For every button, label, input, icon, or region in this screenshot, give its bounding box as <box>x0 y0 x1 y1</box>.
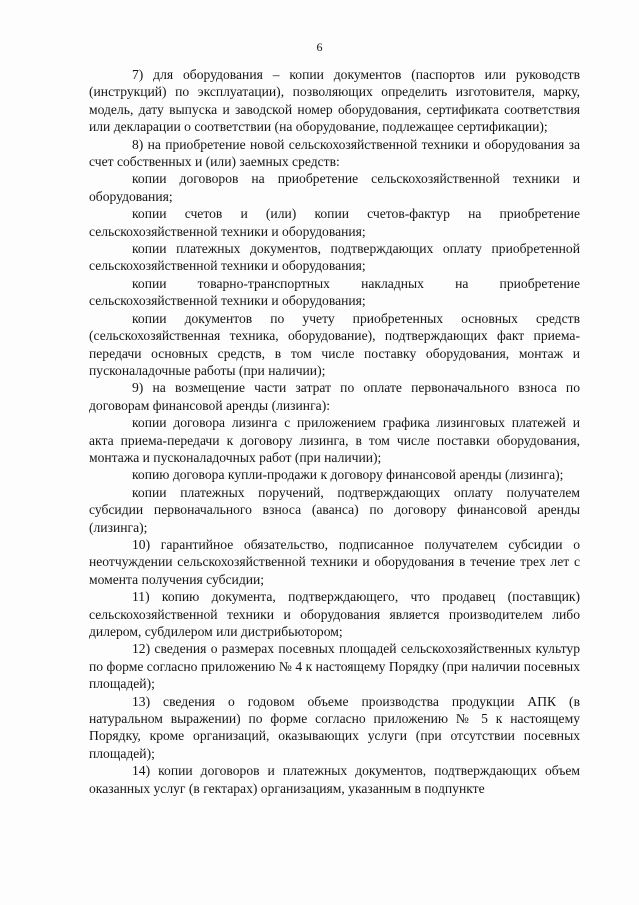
paragraph-item-9-leasing: 9) на возмещение части затрат по оплате первоначального взноса по договорам финансовой аренды (лизинга): <box>89 380 580 413</box>
document-body <box>89 66 580 797</box>
paragraph-invoice-copies: копии счетов и (или) копии счетов-фактур на приобретение сельскохозяйственной техники и оборудования; <box>89 206 580 239</box>
paragraph-item-10-guarantee: 10) гарантийное обязательство, подписанное получателем субсидии о неотчуждении сельскохозяйственной техники и оборудования в течение трех лет с момента получения субсидии; <box>89 536 580 587</box>
paragraph-waybills: копии товарно-транспортных накладных на приобретение сельскохозяйственной техники и оборудования; <box>89 275 580 309</box>
paragraph-item-13-production-volume: 13) сведения о годовом объеме производства продукции АПК (в натуральном выражении) по форме согласно приложению № 5 к настоящему Порядку, кроме организаций, оказывающих услуги (при отсутствии посевных площадей); <box>89 693 580 761</box>
page-number: 6 <box>316 40 323 54</box>
paragraph-item-7-equipment: 7) для оборудования – копии документов (паспортов или руководств (инструкций) по эксплуатации), позволяющих определить изготовителя, марку, модель, дату выпуска и заводской номер оборудования, сертификата соответствия или декларации о соответствии (на оборудование, подлежащее сертификации); <box>89 67 580 135</box>
paragraph-payment-documents: копии платежных документов, подтверждающих оплату приобретенной сельскохозяйственной техники и оборудования; <box>89 241 580 274</box>
paragraph-contract-copies: копии договоров на приобретение сельскохозяйственной техники и оборудования; <box>89 171 580 204</box>
paragraph-item-11-seller-document: 11) копию документа, подтверждающего, что продавец (поставщик) сельскохозяйственной техники и оборудования является производителем либо дилером, субдилером или дистрибьютором; <box>89 589 580 639</box>
paragraph-leasing-contract: копии договора лизинга с приложением графика лизинговых платежей и акта приема-передачи к договору лизинга, в том числе поставки оборудования, монтажа и пусконаладочных работ (при наличии); <box>89 415 580 465</box>
paragraph-sale-contract: копию договора купли-продажи к договору финансовой аренды (лизинга); <box>132 467 564 483</box>
paragraph-item-14-service-contracts: 14) копии договоров и платежных документов, подтверждающих объем оказанных услуг (в гектарах) организациям, указанным в подпункте <box>89 763 580 796</box>
paragraph-payment-orders: копии платежных поручений, подтверждающих оплату получателем субсидии первоначального взноса (аванса) по договору финансовой аренды (лизинга); <box>89 484 580 535</box>
paragraph-fixed-assets-records: копии документов по учету приобретенных основных средств (сельскохозяйственная техника, оборудование), подтверждающих факт приема-передачи основных средств, в том числе поставку оборудования, монтаж и пусконаладочные работы (при наличии); <box>89 310 580 378</box>
paragraph-item-8-new-machinery: 8) на приобретение новой сельскохозяйственной техники и оборудования за счет собственных и (или) заемных средств: <box>89 136 580 170</box>
paragraph-item-12-sown-areas: 12) сведения о размерах посевных площадей сельскохозяйственных культур по форме согласно приложению № 4 к настоящему Порядку (при наличии посевных площадей); <box>89 641 580 692</box>
